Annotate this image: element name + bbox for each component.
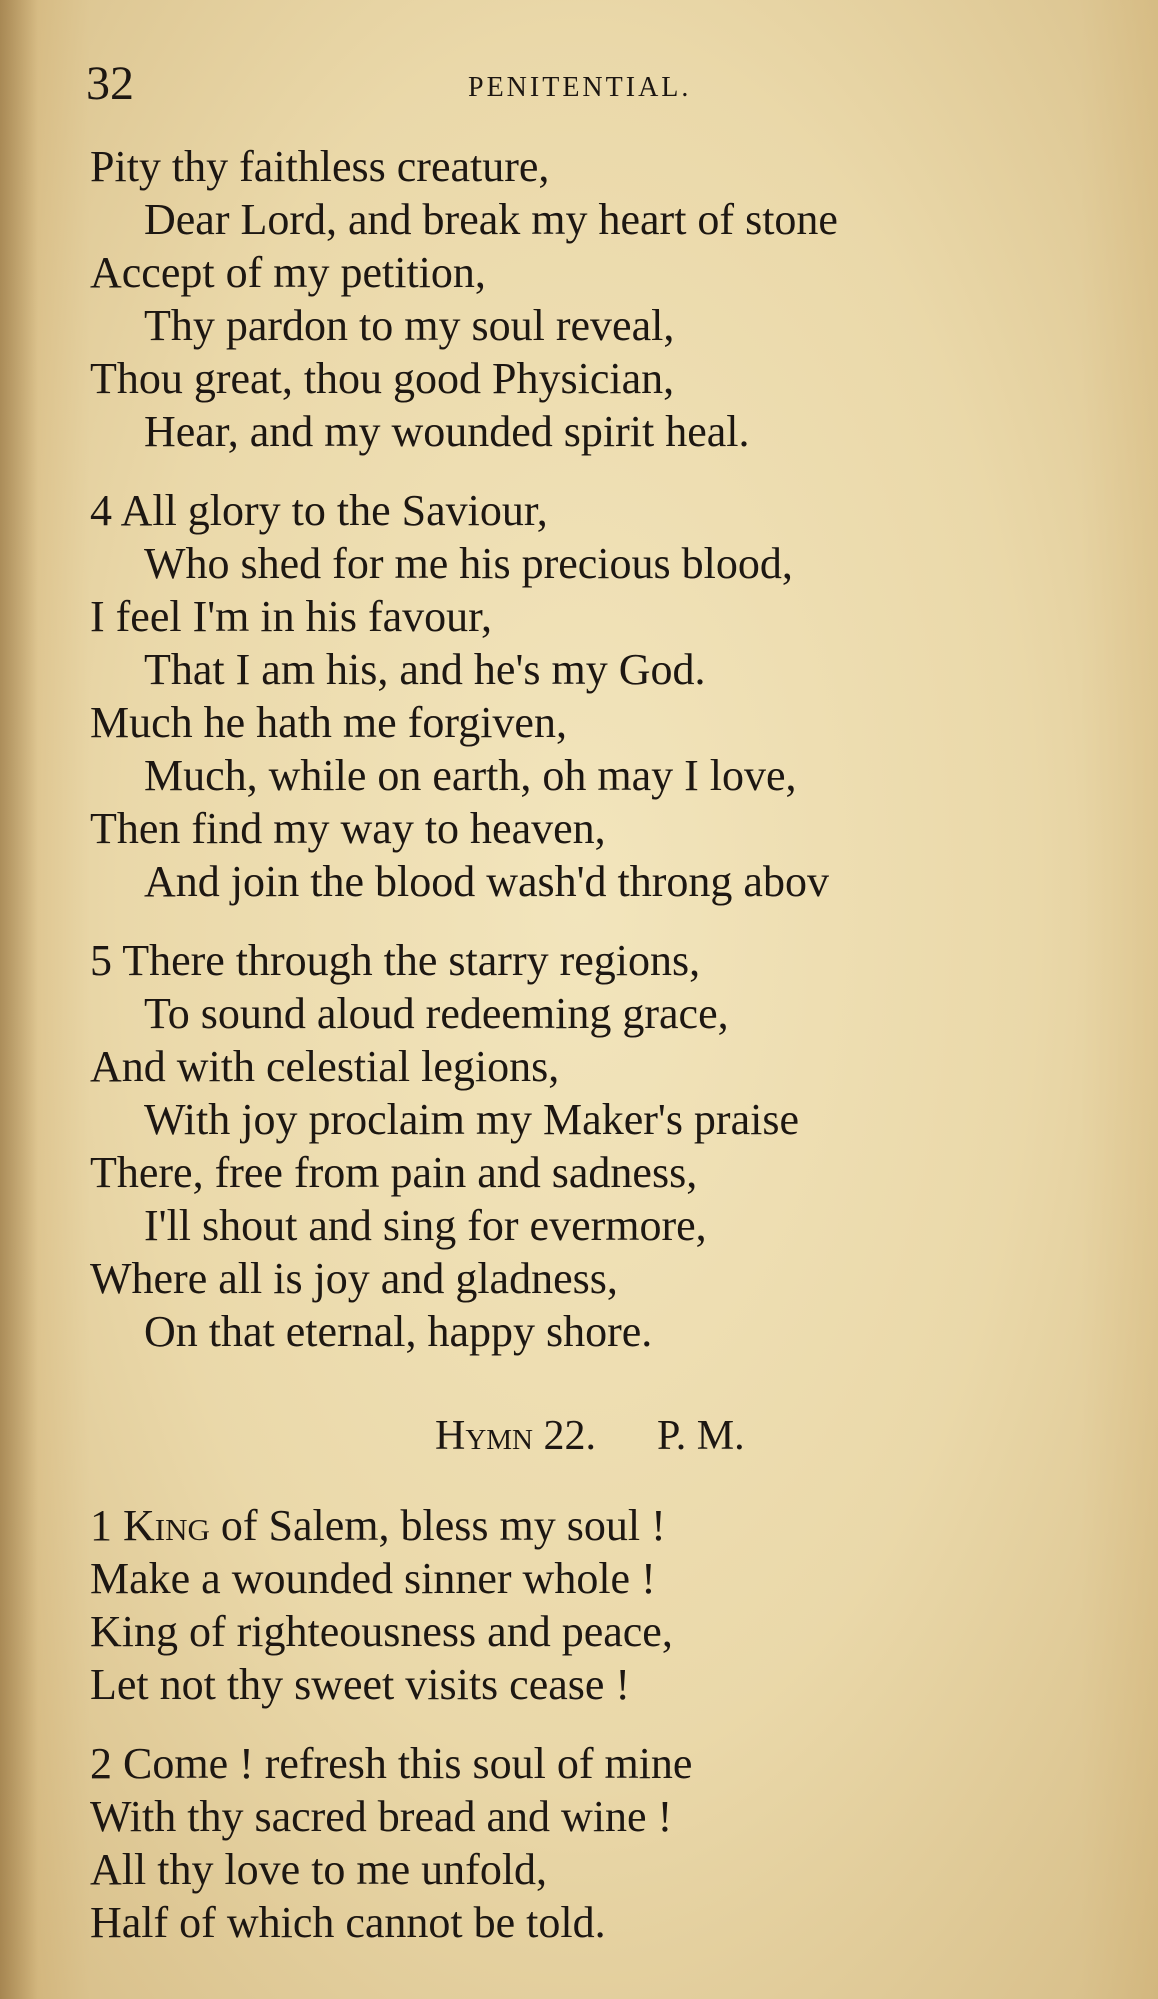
stanza-4 bbox=[90, 484, 1090, 908]
verse-line: There, free from pain and sadness, bbox=[90, 1148, 698, 1197]
verse-line: Dear Lord, and break my heart of stone bbox=[144, 195, 838, 244]
verse-line: 5 There through the starry regions, bbox=[90, 936, 701, 985]
verse-line: With joy proclaim my Maker's praise bbox=[144, 1095, 799, 1144]
verse-line: Thou great, thou good Physician, bbox=[90, 354, 675, 403]
hymn-text bbox=[90, 140, 1090, 1949]
verse-line: Then find my way to heaven, bbox=[90, 804, 606, 853]
hymn22-stanza-1 bbox=[90, 1499, 1090, 1711]
first-word: King bbox=[123, 1501, 210, 1550]
verse-line: Who shed for me his precious blood, bbox=[144, 539, 793, 588]
verse-line: Where all is joy and gladness, bbox=[90, 1254, 618, 1303]
first-line-rest: of Salem, bless my soul ! bbox=[209, 1501, 666, 1550]
verse-line: Pity thy faithless creature, bbox=[90, 142, 550, 191]
verse-line: 2 Come ! refresh this soul of mine bbox=[90, 1739, 693, 1788]
verse-line: All thy love to me unfold, bbox=[90, 1845, 548, 1894]
stanza-continued bbox=[90, 140, 1090, 458]
verse-line: And with celestial legions, bbox=[90, 1042, 560, 1091]
verse-line: To sound aloud redeeming grace, bbox=[144, 989, 729, 1038]
stanza-5 bbox=[90, 934, 1090, 1358]
hymn-meter: P. M. bbox=[657, 1413, 745, 1459]
verse-line: 4 All glory to the Saviour, bbox=[90, 486, 548, 535]
verse-line: Thy pardon to my soul reveal, bbox=[144, 301, 675, 350]
verse-line: Half of which cannot be told. bbox=[90, 1898, 606, 1947]
verse-line: Much he hath me forgiven, bbox=[90, 698, 567, 747]
verse-line: Much, while on earth, oh may I love, bbox=[144, 751, 797, 800]
verse-line bbox=[90, 1499, 1090, 1552]
verse-line: I'll shout and sing for evermore, bbox=[144, 1201, 707, 1250]
page-number: 32 bbox=[86, 57, 134, 110]
running-head: PENITENTIAL. bbox=[468, 72, 692, 103]
verse-line: Hear, and my wounded spirit heal. bbox=[144, 407, 750, 456]
stanza-number: 1 bbox=[90, 1501, 112, 1550]
hymn-heading bbox=[90, 1410, 1090, 1463]
verse-line: That I am his, and he's my God. bbox=[144, 645, 706, 694]
verse-line: Accept of my petition, bbox=[90, 248, 486, 297]
hymn22-stanza-2 bbox=[90, 1737, 1090, 1949]
verse-line: On that eternal, happy shore. bbox=[144, 1307, 653, 1356]
verse-line: Make a wounded sinner whole ! bbox=[90, 1554, 656, 1603]
verse-line: Let not thy sweet visits cease ! bbox=[90, 1660, 631, 1709]
verse-line: With thy sacred bread and wine ! bbox=[90, 1792, 673, 1841]
verse-line: King of righteousness and peace, bbox=[90, 1607, 673, 1656]
verse-line: And join the blood wash'd throng abov bbox=[144, 857, 829, 906]
verse-line: I feel I'm in his favour, bbox=[90, 592, 493, 641]
page-header bbox=[86, 56, 986, 116]
spine-shadow bbox=[0, 0, 38, 1999]
hymn-title: Hymn 22. bbox=[435, 1413, 597, 1459]
